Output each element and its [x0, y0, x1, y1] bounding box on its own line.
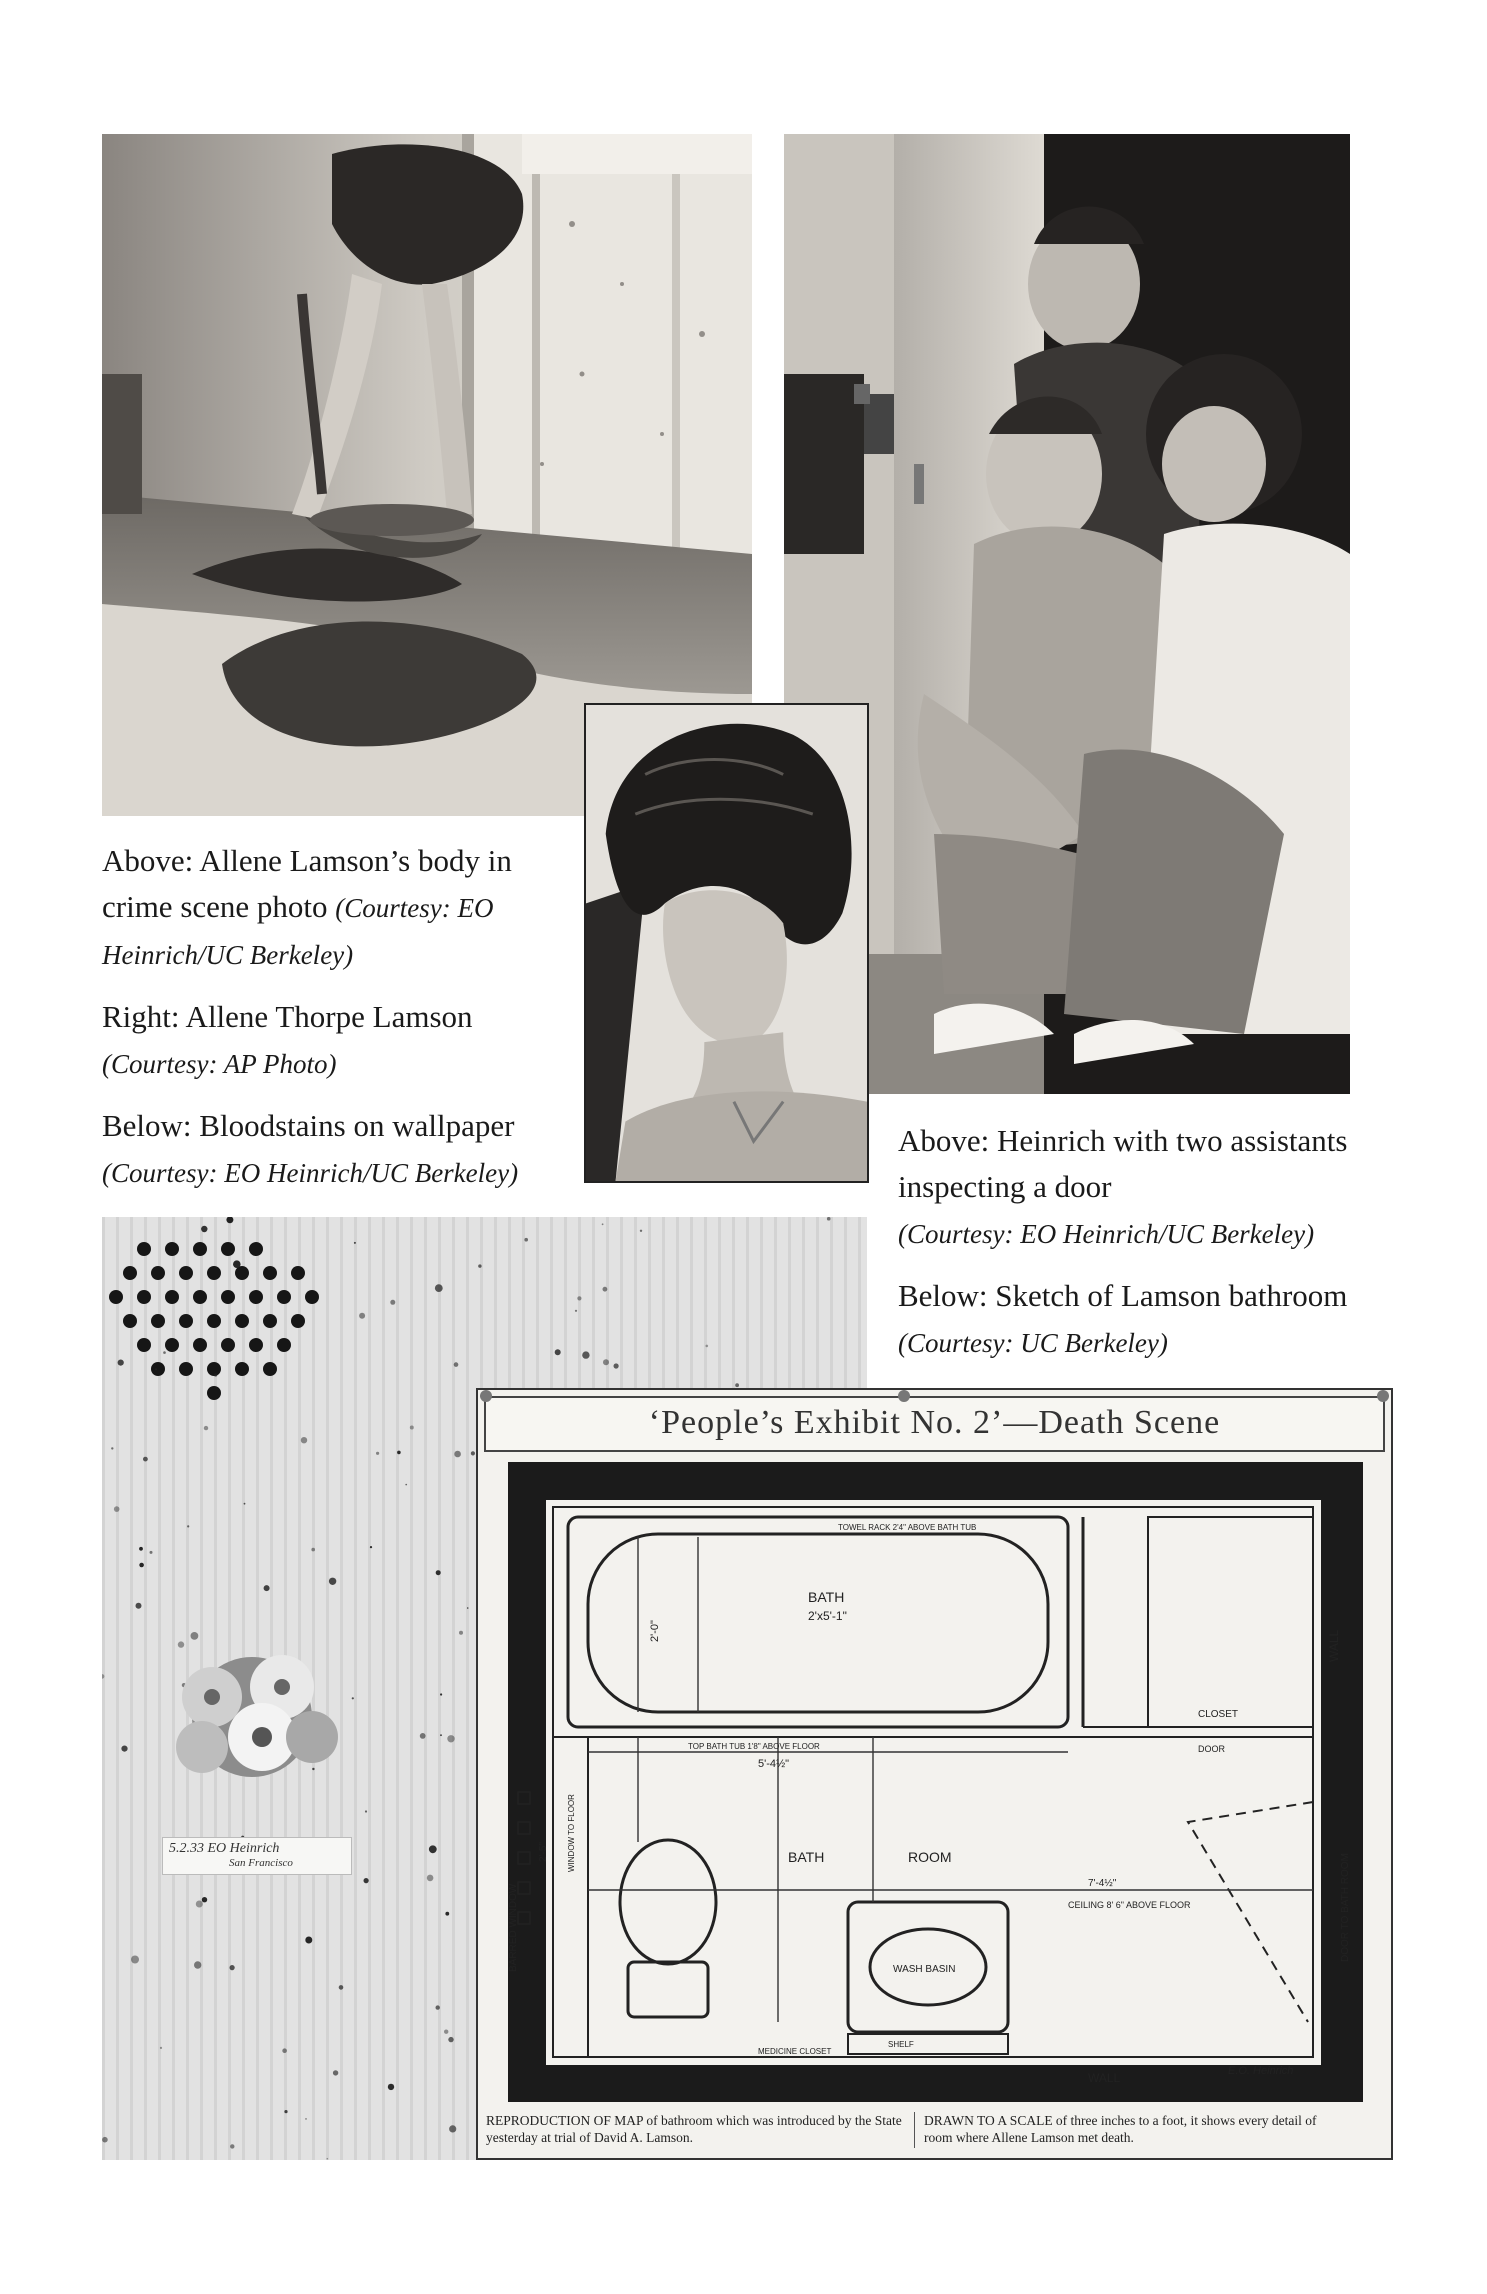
blood-speck	[577, 1296, 581, 1300]
blood-speck	[706, 1345, 709, 1348]
blood-speck	[201, 1226, 207, 1232]
blood-speck	[178, 1641, 184, 1647]
blood-speck	[524, 1238, 528, 1242]
pin-icon	[480, 1390, 492, 1402]
blood-speck	[575, 1310, 577, 1312]
blood-speck	[131, 1956, 139, 1964]
label-window-to-floor: WINDOW TO FLOOR	[567, 1794, 576, 1872]
blood-speck	[305, 1937, 312, 1944]
blood-speck	[150, 1551, 153, 1554]
blood-speck	[202, 1897, 207, 1902]
blood-speck	[440, 1734, 442, 1736]
blood-speck	[459, 1631, 463, 1635]
blood-speck	[143, 1457, 148, 1462]
blood-speck	[420, 1733, 426, 1739]
blood-speck	[204, 1426, 208, 1430]
caption-crime-scene	[102, 838, 572, 978]
blood-speck	[444, 2030, 448, 2034]
blood-speck	[111, 1447, 113, 1449]
blood-speck	[329, 1578, 336, 1585]
left-captions	[102, 838, 572, 1212]
blood-speck	[410, 1426, 414, 1430]
blood-speck	[405, 1484, 407, 1486]
blood-speck	[436, 1570, 441, 1575]
blood-speck	[339, 1985, 344, 1990]
label-closet: CLOSET	[1198, 1709, 1239, 1720]
caption-text: Above: Heinrich with two assistants inspecting a door	[898, 1123, 1348, 1204]
label-wash-basin: WASH BASIN	[893, 1964, 956, 1975]
evidence-label	[162, 1837, 352, 1875]
blood-speck	[160, 2047, 162, 2049]
bathroom-floor-plan	[508, 1462, 1363, 2102]
evidence-label-line2: San Francisco	[229, 1857, 293, 1869]
blood-speck	[301, 1437, 307, 1443]
label-dim-2-0: 2'-0"	[649, 1620, 661, 1642]
blood-speck	[614, 1363, 619, 1368]
caption-credit: (Courtesy: EO Heinrich/UC Berkeley)	[102, 1158, 519, 1188]
caption-credit: (Courtesy: UC Berkeley)	[898, 1328, 1168, 1358]
blood-speck	[359, 1313, 365, 1319]
blood-speck	[230, 2144, 234, 2148]
caption-portrait	[102, 994, 572, 1087]
blood-speck	[114, 1506, 120, 1512]
blood-speck	[312, 1768, 314, 1770]
blood-speck	[121, 1746, 127, 1752]
label-medicine-closet: MEDICINE CLOSET	[758, 2047, 832, 2056]
caption-credit: (Courtesy: AP Photo)	[102, 1049, 337, 1079]
blood-speck	[640, 1230, 642, 1232]
blood-speck	[454, 1362, 459, 1367]
blood-speck	[427, 1875, 434, 1882]
label-bath-room-2: ROOM	[908, 1849, 952, 1865]
blood-speck	[370, 1546, 372, 1548]
label-door: DOOR	[1198, 1744, 1225, 1754]
blood-speck	[196, 1901, 203, 1908]
blood-speck	[365, 1810, 367, 1812]
caption-text: Right: Allene Thorpe Lamson	[102, 999, 473, 1034]
blood-speck	[388, 2084, 394, 2090]
blood-speck	[478, 1264, 481, 1267]
blood-speck	[827, 1217, 831, 1221]
exhibit-footer	[486, 2106, 1383, 2154]
caption-text: Below: Bloodstains on wallpaper	[102, 1108, 515, 1143]
caption-bloodstains	[102, 1103, 572, 1196]
blood-speck	[163, 1351, 166, 1354]
blood-speck	[555, 1349, 561, 1355]
blood-speck	[191, 1632, 199, 1640]
blood-speck	[429, 1845, 437, 1853]
blood-speck	[390, 1300, 395, 1305]
blood-speck	[264, 1585, 270, 1591]
exhibit-title-box	[484, 1396, 1385, 1452]
label-wall-right: WALL	[1327, 1629, 1341, 1662]
pin-icon	[898, 1390, 910, 1402]
label-towel-rack: TOWEL RACK 2'4" ABOVE BATH TUB	[838, 1523, 977, 1532]
blood-speck	[214, 1373, 217, 1376]
exhibit-footer-divider	[914, 2112, 915, 2148]
label-dim-7-4: 7'-4½"	[1088, 1878, 1117, 1889]
blood-speck	[187, 1525, 189, 1527]
blood-speck	[454, 1451, 461, 1458]
blood-speck	[435, 1284, 443, 1292]
blood-speck	[139, 1547, 143, 1551]
blood-speck	[448, 2037, 453, 2042]
blood-speck	[376, 1452, 379, 1455]
blood-speck	[603, 1359, 609, 1365]
blood-speck	[364, 1878, 369, 1883]
caption-text: Above: Allene Lamson’s body in crime scene photo	[102, 843, 512, 924]
blood-speck	[333, 2070, 338, 2075]
label-barred-window: BARRED WINDOW	[508, 1883, 519, 1972]
pin-icon	[1377, 1390, 1389, 1402]
blood-speck	[440, 1693, 442, 1695]
blood-speck	[233, 1260, 241, 1268]
caption-heinrich	[898, 1118, 1358, 1257]
label-signature: E.O. Heinrich	[1228, 2065, 1294, 2077]
caption-credit: (Courtesy: EO Heinrich/UC Berkeley)	[898, 1219, 1315, 1249]
label-bath: BATH	[808, 1589, 845, 1605]
blood-speck	[155, 1368, 157, 1370]
blood-speck	[230, 1965, 235, 1970]
caption-sketch	[898, 1273, 1358, 1366]
blood-speck	[354, 1242, 356, 1244]
exhibit-footer-right: DRAWN TO A SCALE of three inches to a foot, it shows every detail of room where Allene Lamson met death.	[924, 2113, 1317, 2145]
label-bath-dims: 2'x5'-1"	[808, 1609, 847, 1623]
blood-speck	[230, 1251, 232, 1253]
allene-lamson-portrait	[584, 703, 869, 1183]
blood-speck	[194, 1961, 201, 1968]
exhibit-footer-left: REPRODUCTION OF MAP of bathroom which was introduced by the State yesterday at trial of David A. Lamson.	[486, 2113, 902, 2145]
blood-speck	[102, 2137, 108, 2143]
caption-text: Below: Sketch of Lamson bathroom	[898, 1278, 1348, 1313]
blood-speck	[603, 1287, 608, 1292]
blood-speck	[311, 1548, 315, 1552]
blood-speck	[284, 2110, 287, 2113]
exhibit-title: ‘People’s Exhibit No. 2’—Death Scene	[648, 1404, 1221, 1441]
blood-speck	[282, 2048, 287, 2053]
bathroom-sketch-exhibit	[476, 1388, 1393, 2160]
blood-speck	[244, 1503, 246, 1505]
blood-speck	[118, 1360, 124, 1366]
blood-speck	[436, 2005, 440, 2009]
label-wall-bottom: WALL	[1088, 2071, 1121, 2085]
blood-speck	[471, 1451, 475, 1455]
blood-speck	[582, 1351, 589, 1358]
blood-speck	[602, 1223, 604, 1225]
blood-speck	[352, 1697, 354, 1699]
label-bath-room-1: BATH	[788, 1849, 825, 1865]
caption-credit: (Courtesy: EO Heinrich/UC Berkeley)	[102, 893, 494, 970]
blood-speck	[735, 1383, 739, 1387]
blood-speck	[305, 2118, 307, 2120]
blood-speck	[397, 1451, 401, 1455]
blood-speck	[327, 2158, 329, 2160]
label-dim-2-5: 2'-5"	[538, 1842, 549, 1862]
blood-speck	[447, 1735, 454, 1742]
label-door-to-bath-room: DOOR TO BATH ROOM	[1340, 1853, 1351, 1962]
blood-speck	[445, 1912, 449, 1916]
label-dim-5-4: 5'-4½"	[758, 1758, 790, 1770]
label-shelf: SHELF	[888, 2040, 914, 2049]
right-captions	[898, 1118, 1358, 1382]
blood-speck	[139, 1563, 144, 1568]
label-ceiling: CEILING 8' 6" ABOVE FLOOR	[1068, 1900, 1191, 1910]
blood-speck	[449, 2125, 456, 2132]
label-top-bath-tub: TOP BATH TUB 1'8" ABOVE FLOOR	[688, 1742, 820, 1751]
blood-speck	[467, 1607, 469, 1609]
evidence-label-line1: 5.2.33 EO Heinrich	[169, 1841, 280, 1856]
blood-speck	[136, 1603, 142, 1609]
